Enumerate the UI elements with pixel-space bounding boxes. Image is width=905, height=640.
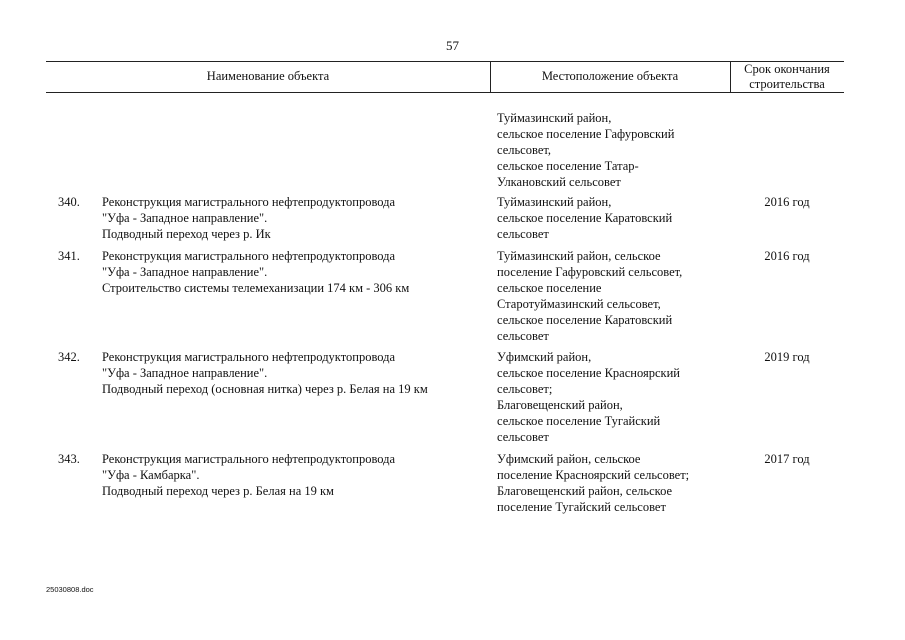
row-year: 2019 год: [764, 350, 810, 364]
row-description: Реконструкция магистрального нефтепродуктопровода "Уфа - Камбарка". Подводный переход через р. Белая на 19 км: [102, 452, 396, 498]
table-header-bottom-rule: [46, 92, 844, 93]
continued-row-location: Туймазинский район, сельское поселение Гафуровский сельсовет, сельское поселение Татар- Улкановский сельсовет: [497, 111, 675, 189]
row-number: 343.: [58, 452, 80, 466]
table-header-top-rule: [46, 61, 844, 62]
footer-file-name: 25030808.doc: [46, 585, 94, 594]
row-location: Туймазинский район, сельское поселение Каратовский сельсовет: [497, 195, 673, 241]
row-description: Реконструкция магистрального нефтепродуктопровода "Уфа - Западное направление". Подводный переход (основная нитка) через р. Белая на 19 км: [102, 350, 428, 396]
row-location: Туймазинский район, сельское поселение Гафуровский сельсовет, сельское поселение Старотуймазинский сельсовет, сельское поселение Каратовский сельсовет: [497, 249, 683, 343]
row-year: 2016 год: [764, 195, 810, 209]
row-description: Реконструкция магистрального нефтепродуктопровода "Уфа - Западное направление". Подводный переход через р. Ик: [102, 195, 396, 241]
row-number: 342.: [58, 350, 80, 364]
row-number: 340.: [58, 195, 80, 209]
column-header-location: Местоположение объекта: [541, 69, 679, 83]
row-year: 2017 год: [764, 452, 810, 466]
row-location: Уфимский район, сельское поселение Красноярский сельсовет; Благовещенский район, сельское поселение Тугайский сельсовет: [497, 350, 680, 444]
row-year: 2016 год: [764, 249, 810, 263]
page-number: 57: [446, 38, 459, 53]
row-number: 341.: [58, 249, 80, 263]
row-location: Уфимский район, сельское поселение Красноярский сельсовет; Благовещенский район, сельское поселение Тугайский сельсовет: [497, 452, 690, 514]
row-description: Реконструкция магистрального нефтепродуктопровода "Уфа - Западное направление". Строительство системы телемеханизации 174 км - 306 км: [102, 249, 410, 295]
column-header-term: Срок окончания строительства: [744, 62, 830, 91]
column-header-name: Наименование объекта: [206, 69, 330, 83]
